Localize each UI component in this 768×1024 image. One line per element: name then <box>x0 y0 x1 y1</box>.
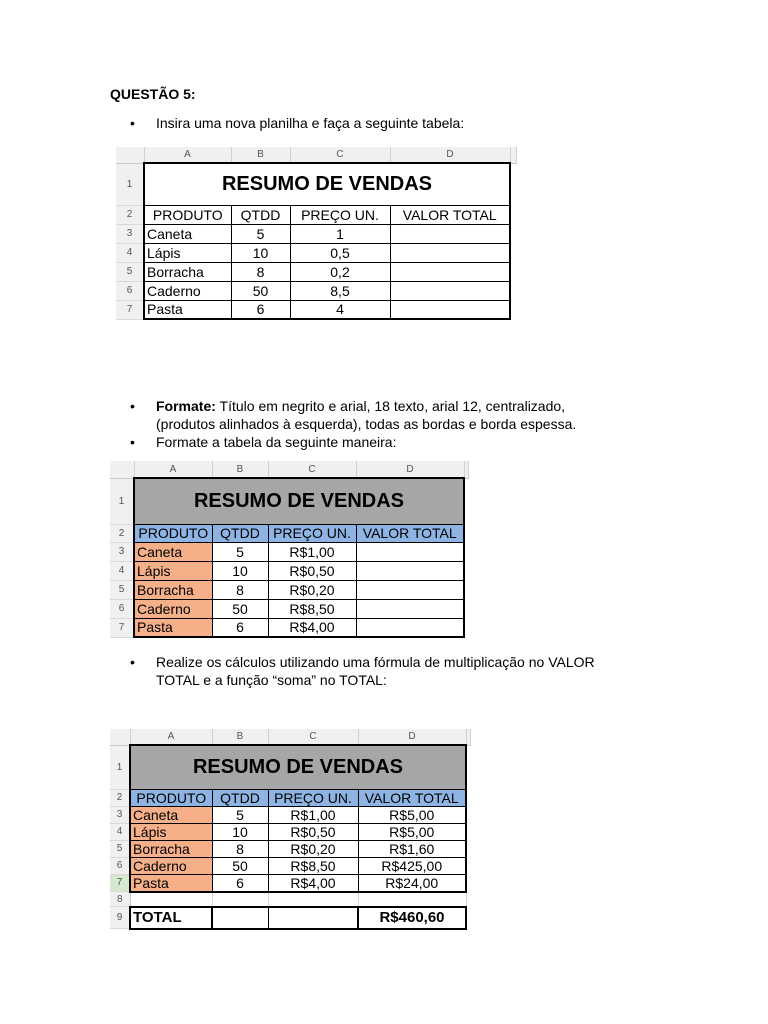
header-produto: PRODUTO <box>134 524 212 542</box>
cell-preco: R$4,00 <box>268 874 358 892</box>
cell-preco: R$4,00 <box>268 618 356 637</box>
cell-valor-total: R$1,60 <box>358 840 466 857</box>
cell-qtdd: 5 <box>231 224 290 243</box>
col-header-a: A <box>130 729 212 745</box>
cell-preco: 8,5 <box>290 281 390 300</box>
cell-produto: Borracha <box>134 580 212 599</box>
row-number: 4 <box>116 243 144 262</box>
cell-produto: Caderno <box>144 281 231 300</box>
header-valor-total: VALOR TOTAL <box>358 789 466 806</box>
row-number: 7 <box>110 874 130 892</box>
cell-produto: Lápis <box>134 561 212 580</box>
table-row <box>110 840 470 857</box>
cell-qtdd: 5 <box>212 806 268 823</box>
row-number: 5 <box>110 840 130 857</box>
cell-preco: R$1,00 <box>268 806 358 823</box>
row-number: 5 <box>116 262 144 281</box>
header-produto: PRODUTO <box>130 789 212 806</box>
table-row <box>110 874 470 892</box>
bullet-dot-icon: • <box>130 654 135 670</box>
cell-valor-total <box>356 580 464 599</box>
bullet-dot-icon: • <box>130 115 135 131</box>
col-header-d: D <box>390 147 510 163</box>
col-header-b: B <box>231 147 290 163</box>
question-heading: QUESTÃO 5: <box>110 86 196 102</box>
cell-produto: Borracha <box>130 840 212 857</box>
cell-produto: Lápis <box>130 823 212 840</box>
cell-preco: R$0,20 <box>268 580 356 599</box>
row-number: 4 <box>110 561 134 580</box>
table-row <box>116 243 516 262</box>
table-row <box>116 300 516 319</box>
cell-valor-total <box>356 599 464 618</box>
cell-preco: R$1,00 <box>268 542 356 561</box>
corner-cell <box>110 729 130 745</box>
row-number: 6 <box>110 599 134 618</box>
row-number: 7 <box>110 618 134 637</box>
spreadsheet-calculated <box>110 729 471 930</box>
table-row <box>110 618 468 637</box>
cell-preco: R$8,50 <box>268 599 356 618</box>
cell-qtdd: 50 <box>212 857 268 874</box>
row-number: 3 <box>116 224 144 243</box>
cell-preco: R$0,50 <box>268 823 358 840</box>
col-header-b: B <box>212 461 268 478</box>
row-number: 1 <box>116 163 144 205</box>
corner-cell <box>116 147 144 163</box>
row-number: 7 <box>116 300 144 319</box>
bullet-formatting: • Formate: Título em negrito e arial, 18 texto, arial 12, centralizado, (produtos alinhados à esquerda), todas as bordas e borda espessa. <box>130 398 577 432</box>
cell-qtdd: 10 <box>212 561 268 580</box>
cell-qtdd: 6 <box>212 618 268 637</box>
bullet-calculations: • Realize os cálculos utilizando uma fórmula de multiplicação no VALOR TOTAL e a função “soma” no TOTAL: <box>130 654 595 688</box>
empty-cell <box>268 907 358 929</box>
empty-cell <box>212 892 268 907</box>
cell-produto: Lápis <box>144 243 231 262</box>
row-number: 8 <box>110 892 130 907</box>
cell-preco: 4 <box>290 300 390 319</box>
cell-produto: Caderno <box>130 857 212 874</box>
cell-produto: Caneta <box>134 542 212 561</box>
cell-qtdd: 8 <box>212 580 268 599</box>
empty-cell <box>212 907 268 929</box>
bullet-dot-icon: • <box>130 434 135 450</box>
row-number: 2 <box>110 524 134 542</box>
cell-qtdd: 6 <box>231 300 290 319</box>
table-row <box>110 823 470 840</box>
cell-produto: Caneta <box>130 806 212 823</box>
empty-cell <box>358 892 466 907</box>
cell-produto: Caderno <box>134 599 212 618</box>
row-number: 1 <box>110 745 130 789</box>
cell-produto: Caneta <box>144 224 231 243</box>
cell-qtdd: 10 <box>231 243 290 262</box>
total-label: TOTAL <box>130 907 212 929</box>
row-number: 1 <box>110 478 134 524</box>
header-preco: PREÇO UN. <box>268 524 356 542</box>
table-row <box>110 542 468 561</box>
table-row <box>110 580 468 599</box>
cell-produto: Borracha <box>144 262 231 281</box>
table-title: RESUMO DE VENDAS <box>134 478 464 524</box>
col-header-a: A <box>134 461 212 478</box>
table-title: RESUMO DE VENDAS <box>130 745 466 789</box>
table-row <box>110 599 468 618</box>
table-row <box>116 281 516 300</box>
cell-preco: R$8,50 <box>268 857 358 874</box>
cell-qtdd: 50 <box>231 281 290 300</box>
cell-valor-total: R$5,00 <box>358 806 466 823</box>
row-number: 2 <box>110 789 130 806</box>
header-produto: PRODUTO <box>144 205 231 224</box>
empty-cell <box>268 892 358 907</box>
spreadsheet-formatted <box>110 461 469 638</box>
header-qtdd: QTDD <box>212 789 268 806</box>
cell-qtdd: 8 <box>231 262 290 281</box>
cell-valor-total: R$5,00 <box>358 823 466 840</box>
col-header-c: C <box>290 147 390 163</box>
cell-qtdd: 10 <box>212 823 268 840</box>
row-number: 3 <box>110 542 134 561</box>
table-row <box>110 857 470 874</box>
bullet-insert: • Insira uma nova planilha e faça a seguinte tabela: <box>130 115 465 131</box>
table-row <box>110 806 470 823</box>
cell-produto: Pasta <box>144 300 231 319</box>
header-preco: PREÇO UN. <box>290 205 390 224</box>
cell-qtdd: 50 <box>212 599 268 618</box>
cell-valor-total <box>356 542 464 561</box>
cell-preco: 0,2 <box>290 262 390 281</box>
total-value: R$460,60 <box>358 907 466 929</box>
cell-valor-total <box>390 243 510 262</box>
cell-valor-total <box>390 262 510 281</box>
row-number: 5 <box>110 580 134 599</box>
row-number: 3 <box>110 806 130 823</box>
row-number: 4 <box>110 823 130 840</box>
col-header-b: B <box>212 729 268 745</box>
header-preco: PREÇO UN. <box>268 789 358 806</box>
row-number: 6 <box>110 857 130 874</box>
bullet-dot-icon: • <box>130 398 135 414</box>
table-row <box>116 262 516 281</box>
cell-valor-total <box>390 300 510 319</box>
header-qtdd: QTDD <box>231 205 290 224</box>
table-title: RESUMO DE VENDAS <box>144 163 510 205</box>
col-header-d: D <box>358 729 466 745</box>
cell-valor-total <box>356 561 464 580</box>
header-qtdd: QTDD <box>212 524 268 542</box>
cell-valor-total: R$425,00 <box>358 857 466 874</box>
table-row <box>110 561 468 580</box>
cell-produto: Pasta <box>130 874 212 892</box>
row-number: 9 <box>110 907 130 929</box>
header-valor-total: VALOR TOTAL <box>356 524 464 542</box>
spreadsheet-plain <box>116 147 517 320</box>
cell-produto: Pasta <box>134 618 212 637</box>
empty-cell <box>130 892 212 907</box>
row-number: 2 <box>116 205 144 224</box>
cell-valor-total <box>390 224 510 243</box>
cell-preco: R$0,50 <box>268 561 356 580</box>
bullet-format-table: • Formate a tabela da seguinte maneira: <box>130 434 397 450</box>
cell-valor-total <box>356 618 464 637</box>
cell-valor-total: R$24,00 <box>358 874 466 892</box>
cell-preco: R$0,20 <box>268 840 358 857</box>
col-header-d: D <box>356 461 464 478</box>
col-header-c: C <box>268 461 356 478</box>
col-header-a: A <box>144 147 231 163</box>
cell-qtdd: 6 <box>212 874 268 892</box>
corner-cell <box>110 461 134 478</box>
cell-preco: 0,5 <box>290 243 390 262</box>
cell-valor-total <box>390 281 510 300</box>
table-row <box>116 224 516 243</box>
col-header-c: C <box>268 729 358 745</box>
header-valor-total: VALOR TOTAL <box>390 205 510 224</box>
cell-qtdd: 8 <box>212 840 268 857</box>
cell-preco: 1 <box>290 224 390 243</box>
row-number: 6 <box>116 281 144 300</box>
cell-qtdd: 5 <box>212 542 268 561</box>
